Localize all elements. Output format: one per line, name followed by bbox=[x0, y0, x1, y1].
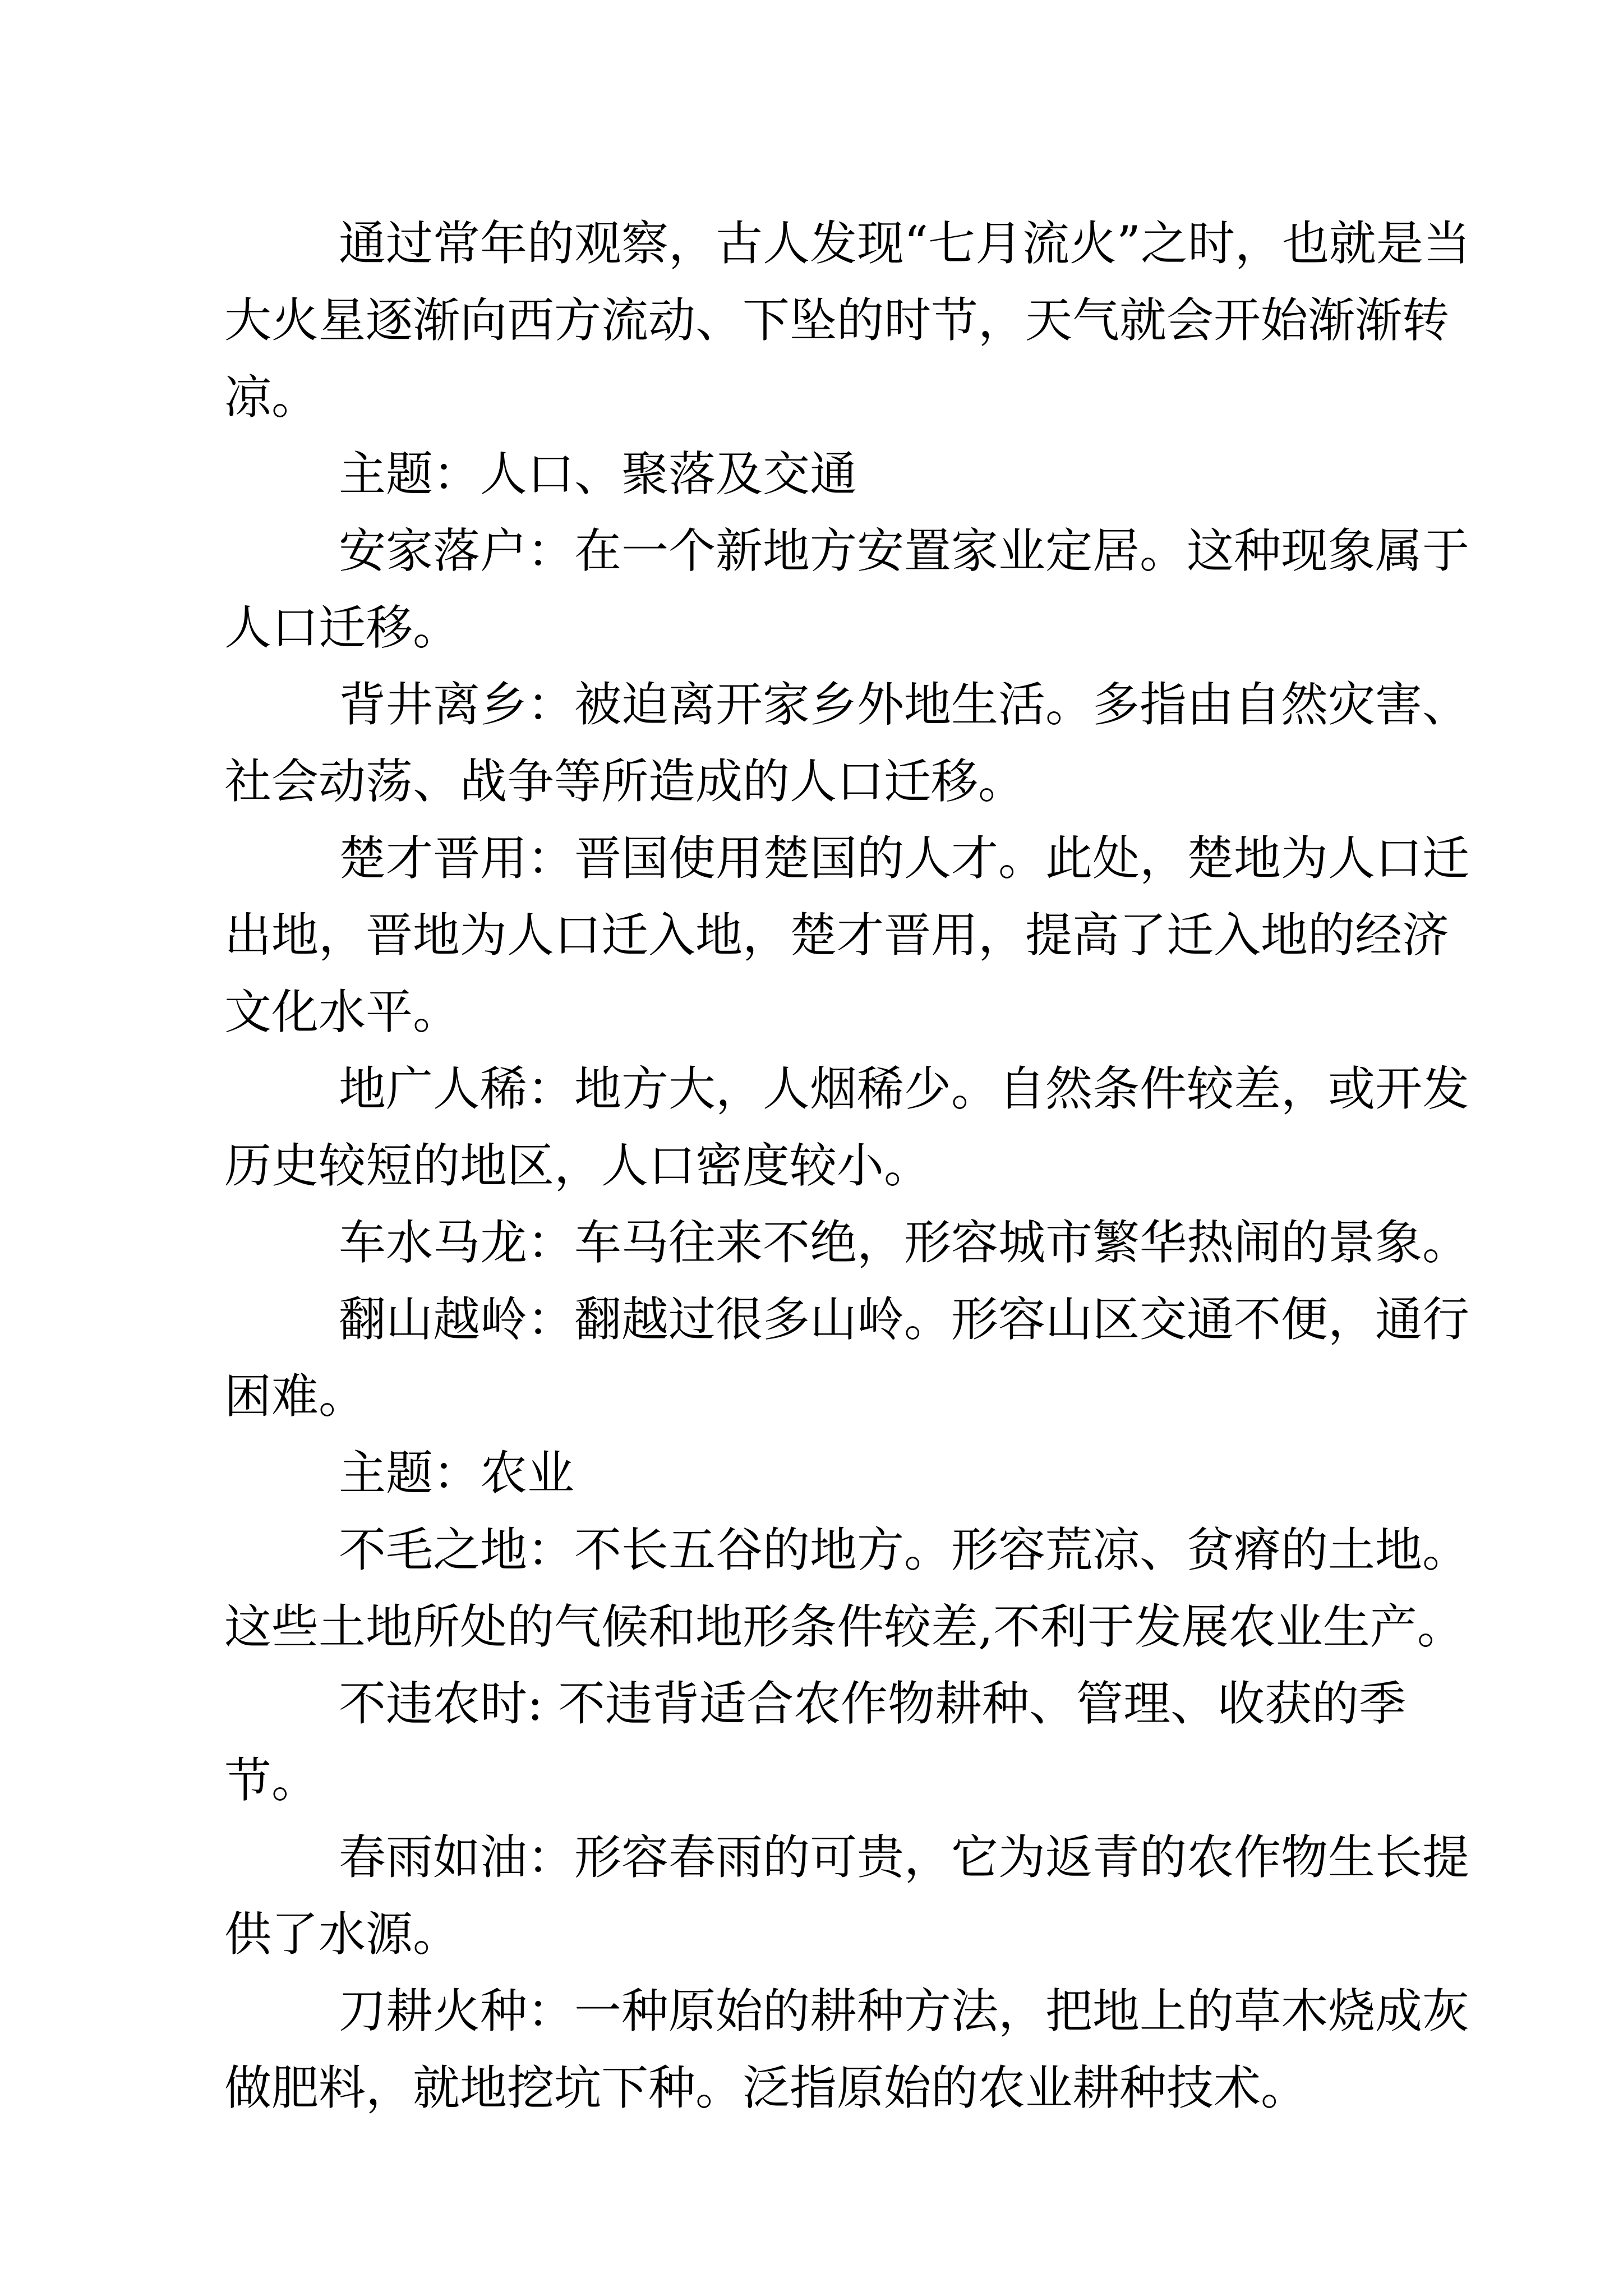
paragraph: 背井离乡：被迫离开家乡外地生活。多指由自然灾害、社会动荡、战争等所造成的人口迁移。 bbox=[224, 677, 1470, 809]
document-body bbox=[224, 205, 1476, 2127]
paragraph: 安家落户：在一个新地方安置家业定居。这种现象属于人口迁移。 bbox=[224, 523, 1470, 655]
paragraph: 春雨如油：形容春雨的可贵，它为返青的农作物生长提供了水源。 bbox=[224, 1830, 1470, 1962]
paragraph: 通过常年的观察，古人发现“七月流火”之时，也就是当大火星逐渐向西方流动、下坠的时节，天气就会开始渐渐转凉。 bbox=[224, 216, 1470, 425]
paragraph: 翻山越岭：翻越过很多山岭。形容山区交通不便，通行困难。 bbox=[224, 1292, 1470, 1424]
paragraph: 刀耕火种：一种原始的耕种方法，把地上的草木烧成灰做肥料，就地挖坑下种。泛指原始的农业耕种技术。 bbox=[224, 1984, 1470, 2115]
paragraph: 楚才晋用：晋国使用楚国的人才。此处，楚地为人口迁出地，晋地为人口迁入地，楚才晋用，提高了迁入地的经济文化水平。 bbox=[224, 831, 1470, 1039]
paragraph: 不毛之地：不长五谷的地方。形容荒凉、贫瘠的土地。这些土地所处的气候和地形条件较差,不利于发展农业生产。 bbox=[224, 1522, 1470, 1654]
paragraph: 不违农时: 不违背适合农作物耕种、管理、收获的季节。 bbox=[224, 1676, 1407, 1808]
paragraph: 车水马龙：车马往来不绝，形容城市繁华热闹的景象。 bbox=[339, 1215, 1470, 1270]
paragraph: 主题：农业 bbox=[339, 1446, 575, 1501]
paragraph: 地广人稀：地方大，人烟稀少。自然条件较差，或开发历史较短的地区，人口密度较小。 bbox=[224, 1061, 1470, 1193]
paragraph: 主题：人口、聚落及交通 bbox=[339, 447, 857, 501]
